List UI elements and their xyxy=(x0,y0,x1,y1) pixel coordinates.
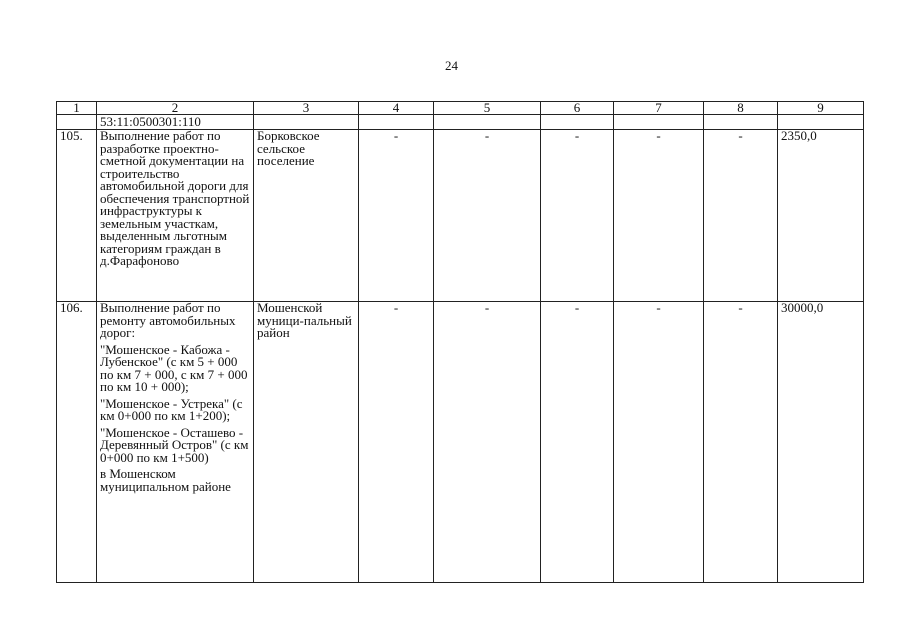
column-header: 2 xyxy=(97,102,254,115)
column-header: 1 xyxy=(57,102,97,115)
table-cell-empty xyxy=(57,115,97,130)
row-number: 105. xyxy=(57,130,97,302)
description-paragraph: Выполнение работ по ремонту автомобильных дорог: xyxy=(100,301,236,340)
table-cell-empty xyxy=(614,115,704,130)
row-col4: - xyxy=(359,302,434,583)
description-paragraph: "Мошенское - Осташево - Деревянный Остров" (с км 0+000 по км 1+500) xyxy=(100,424,249,465)
row-executor: Мошенской муници-пальный район xyxy=(254,302,359,583)
table-row xyxy=(57,130,864,302)
column-header: 8 xyxy=(704,102,778,115)
table-cell-empty xyxy=(704,115,778,130)
continuation-row xyxy=(57,115,864,130)
row-col8: - xyxy=(704,130,778,302)
row-col6: - xyxy=(541,302,614,583)
row-description xyxy=(97,302,254,583)
row-col7: - xyxy=(614,130,704,302)
cadastral-number-cell: 53:11:0500301:110 xyxy=(97,115,254,130)
column-header: 6 xyxy=(541,102,614,115)
page-number: 24 xyxy=(445,58,458,73)
column-header: 4 xyxy=(359,102,434,115)
row-col8: - xyxy=(704,302,778,583)
row-col4: - xyxy=(359,130,434,302)
table-row xyxy=(57,302,864,583)
row-number: 106. xyxy=(57,302,97,583)
row-col7: - xyxy=(614,302,704,583)
row-amount: 30000,0 xyxy=(778,302,864,583)
row-col6: - xyxy=(541,130,614,302)
row-amount: 2350,0 xyxy=(778,130,864,302)
description-paragraph: в Мошенском муниципальном районе xyxy=(100,466,231,494)
table-cell-empty xyxy=(359,115,434,130)
table-cell-empty xyxy=(778,115,864,130)
column-header: 9 xyxy=(778,102,864,115)
budget-table xyxy=(56,101,864,583)
row-executor: Борковское сельское поселение xyxy=(254,130,359,302)
row-col5: - xyxy=(434,302,541,583)
table-cell-empty xyxy=(434,115,541,130)
column-header: 3 xyxy=(254,102,359,115)
row-description xyxy=(97,130,254,302)
description-paragraph: "Мошенское - Кабожа - Лубенское" (с км 5 + 000 по км 7 + 000, с км 7 + 000 по км 10 + 000); xyxy=(100,341,248,394)
table-cell-empty xyxy=(541,115,614,130)
column-header: 5 xyxy=(434,102,541,115)
column-number-header-row xyxy=(57,102,864,115)
description-paragraph: "Мошенское - Устрека" (с км 0+000 по км 1+200); xyxy=(100,395,243,423)
description-paragraph: Выполнение работ по разработке проектно-сметной документации на строительство автомобильной дороги для обеспечения транспортной инфраструктуры к земельным участкам, выделенным льготным категориям граждан в д.Фарафоново xyxy=(100,129,250,268)
table-cell-empty xyxy=(254,115,359,130)
column-header: 7 xyxy=(614,102,704,115)
row-col5: - xyxy=(434,130,541,302)
